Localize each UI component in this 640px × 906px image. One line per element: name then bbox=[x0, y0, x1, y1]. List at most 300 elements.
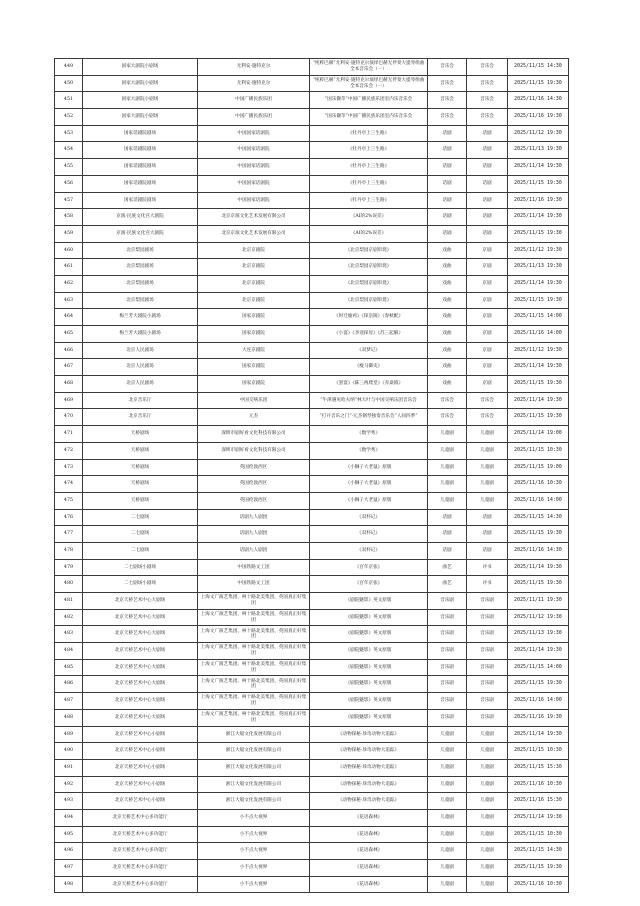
table-row bbox=[55, 709, 569, 726]
table-row bbox=[55, 242, 569, 259]
venue-cell: 北京天桥艺术中心大剧场 bbox=[83, 659, 198, 676]
category-cell: 音乐剧 bbox=[428, 593, 467, 610]
showtime-cell: 2025/11/15 14:30 bbox=[508, 843, 569, 860]
row-number-cell: 478 bbox=[55, 542, 83, 559]
category-cell: 儿童剧 bbox=[428, 826, 467, 843]
genre-cell: 儿童剧 bbox=[467, 492, 508, 509]
venue-cell: 北京梨园剧场 bbox=[83, 242, 198, 259]
program-title-cell: 《牡丹亭上三生路》 bbox=[310, 192, 428, 209]
venue-cell: 天桥剧场 bbox=[83, 476, 198, 493]
category-cell: 曲艺 bbox=[428, 576, 467, 593]
genre-cell: 话剧 bbox=[467, 125, 508, 142]
genre-cell: 京剧 bbox=[467, 275, 508, 292]
genre-cell: 话剧 bbox=[467, 192, 508, 209]
row-number-cell: 463 bbox=[55, 292, 83, 309]
table-row bbox=[55, 292, 569, 309]
row-number-cell: 464 bbox=[55, 309, 83, 326]
organizer-cell: 小不点大视界 bbox=[198, 860, 310, 877]
category-cell: 儿童剧 bbox=[428, 726, 467, 743]
table-row bbox=[55, 192, 569, 209]
category-cell: 戏曲 bbox=[428, 309, 467, 326]
row-number-cell: 472 bbox=[55, 442, 83, 459]
category-cell: 音乐剧 bbox=[428, 676, 467, 693]
table-row bbox=[55, 426, 569, 443]
table-row bbox=[55, 75, 569, 92]
showtime-cell: 2025/11/12 19:30 bbox=[508, 125, 569, 142]
row-number-cell: 462 bbox=[55, 275, 83, 292]
category-cell: 戏曲 bbox=[428, 242, 467, 259]
program-title-cell: 《小狮子大老鼠》原版 bbox=[310, 492, 428, 509]
table-row bbox=[55, 342, 569, 359]
genre-cell: 儿童剧 bbox=[467, 459, 508, 476]
table-row bbox=[55, 476, 569, 493]
table-row bbox=[55, 142, 569, 159]
genre-cell: 京剧 bbox=[467, 376, 508, 393]
program-title-cell: 《小狮子大老鼠》原版 bbox=[310, 459, 428, 476]
table-row bbox=[55, 826, 569, 843]
row-number-cell: 483 bbox=[55, 626, 83, 643]
venue-cell: 北京天桥艺术中心大剧场 bbox=[83, 626, 198, 643]
table-row bbox=[55, 459, 569, 476]
category-cell: 话剧 bbox=[428, 142, 467, 159]
organizer-cell: 中国国家话剧院 bbox=[198, 125, 310, 142]
genre-cell: 音乐会 bbox=[467, 392, 508, 409]
program-title-cell: 《百年京张》 bbox=[310, 559, 428, 576]
genre-cell: 儿童剧 bbox=[467, 726, 508, 743]
table-row bbox=[55, 593, 569, 610]
venue-cell: 北京天桥艺术中心小剧场 bbox=[83, 759, 198, 776]
venue-cell: 北京天桥艺术中心大剧场 bbox=[83, 693, 198, 710]
genre-cell: 音乐剧 bbox=[467, 593, 508, 610]
program-title-cell: 《双梦记》 bbox=[310, 342, 428, 359]
program-title-cell: 《时迁偷鸡》《探皇陵》《春秋配》 bbox=[310, 309, 428, 326]
venue-cell: 二七剧场 bbox=[83, 509, 198, 526]
row-number-cell: 498 bbox=[55, 876, 83, 893]
organizer-cell: 国家京剧院 bbox=[198, 376, 310, 393]
showtime-cell: 2025/11/12 19:30 bbox=[508, 342, 569, 359]
venue-cell: 北京梨园剧场 bbox=[83, 275, 198, 292]
category-cell: 话剧 bbox=[428, 175, 467, 192]
row-number-cell: 492 bbox=[55, 776, 83, 793]
table-row bbox=[55, 843, 569, 860]
genre-cell: 音乐剧 bbox=[467, 659, 508, 676]
genre-cell: 音乐剧 bbox=[467, 693, 508, 710]
row-number-cell: 496 bbox=[55, 843, 83, 860]
genre-cell: 音乐剧 bbox=[467, 709, 508, 726]
showtime-cell: 2025/11/13 19:30 bbox=[508, 259, 569, 276]
venue-cell: 北京天桥艺术中心多功能厅 bbox=[83, 860, 198, 877]
table-row bbox=[55, 759, 569, 776]
showtime-cell: 2025/11/16 14:30 bbox=[508, 92, 569, 109]
organizer-cell: 中国铁路文工团 bbox=[198, 559, 310, 576]
row-number-cell: 490 bbox=[55, 743, 83, 760]
program-title-cell: 《花语森林》 bbox=[310, 809, 428, 826]
table-row bbox=[55, 676, 569, 693]
genre-cell: 话剧 bbox=[467, 526, 508, 543]
venue-cell: 北京天桥艺术中心小剧场 bbox=[83, 743, 198, 760]
category-cell: 话剧 bbox=[428, 542, 467, 559]
category-cell: 话剧 bbox=[428, 159, 467, 176]
program-title-cell: 《双杯记》 bbox=[310, 542, 428, 559]
organizer-cell: 上海文广演艺集团、柯十路北美集团、英国真正好集团 bbox=[198, 643, 310, 660]
row-number-cell: 476 bbox=[55, 509, 83, 526]
genre-cell: 京剧 bbox=[467, 309, 508, 326]
venue-cell: 二七剧场小剧场 bbox=[83, 559, 198, 576]
genre-cell: 儿童剧 bbox=[467, 843, 508, 860]
row-number-cell: 468 bbox=[55, 376, 83, 393]
category-cell: 儿童剧 bbox=[428, 492, 467, 509]
category-cell: 戏曲 bbox=[428, 259, 467, 276]
genre-cell: 儿童剧 bbox=[467, 442, 508, 459]
program-title-cell: 《双杯记》 bbox=[310, 509, 428, 526]
program-title-cell: 《剧院魅影》英文原版 bbox=[310, 659, 428, 676]
organizer-cell: 浙江大船文化发展有限公司 bbox=[198, 743, 310, 760]
organizer-cell: 上海文广演艺集团、柯十路北美集团、英国真正好集团 bbox=[198, 609, 310, 626]
showtime-cell: 2025/11/15 19:00 bbox=[508, 459, 569, 476]
genre-cell: 音乐会 bbox=[467, 75, 508, 92]
showtime-cell: 2025/11/12 19:30 bbox=[508, 609, 569, 626]
venue-cell: 国家大剧院小剧场 bbox=[83, 109, 198, 126]
organizer-cell: 中国国家话剧院 bbox=[198, 142, 310, 159]
program-title-cell: 《剧院魅影》英文原版 bbox=[310, 626, 428, 643]
venue-cell: 二七剧场小剧场 bbox=[83, 576, 198, 593]
row-number-cell: 451 bbox=[55, 92, 83, 109]
organizer-cell: 大连京剧院 bbox=[198, 342, 310, 359]
program-title-cell: 《AI的2%误差》 bbox=[310, 225, 428, 242]
organizer-cell: 深圳市剧好看文化科技有限公司 bbox=[198, 426, 310, 443]
row-number-cell: 477 bbox=[55, 526, 83, 543]
table-row bbox=[55, 876, 569, 893]
showtime-cell: 2025/11/16 10:30 bbox=[508, 876, 569, 893]
showtime-cell: 2025/11/14 19:30 bbox=[508, 209, 569, 226]
program-title-cell: 《北京梨园京剧串烧》 bbox=[310, 242, 428, 259]
venue-cell: 北京天桥艺术中心多功能厅 bbox=[83, 826, 198, 843]
program-title-cell: 《动物探秘·珍奇动物大追踪》 bbox=[310, 776, 428, 793]
genre-cell: 京剧 bbox=[467, 342, 508, 359]
category-cell: 音乐会 bbox=[428, 92, 467, 109]
program-title-cell: 《百年京张》 bbox=[310, 576, 428, 593]
row-number-cell: 460 bbox=[55, 242, 83, 259]
category-cell: 音乐会 bbox=[428, 409, 467, 426]
showtime-cell: 2025/11/15 14:30 bbox=[508, 59, 569, 76]
showtime-cell: 2025/11/15 19:30 bbox=[508, 526, 569, 543]
showtime-cell: 2025/11/15 19:30 bbox=[508, 676, 569, 693]
showtime-cell: 2025/11/14 19:30 bbox=[508, 392, 569, 409]
program-title-cell: 《数学秀》 bbox=[310, 442, 428, 459]
organizer-cell: 上海文广演艺集团、柯十路北美集团、英国真正好集团 bbox=[198, 693, 310, 710]
program-title-cell: 《牡丹亭上三生路》 bbox=[310, 175, 428, 192]
table-row bbox=[55, 259, 569, 276]
program-title-cell: 《罢宴》《陈三两爬堂》《赤桑镇》 bbox=[310, 376, 428, 393]
program-title-cell: 《花语森林》 bbox=[310, 826, 428, 843]
table-row bbox=[55, 659, 569, 676]
genre-cell: 儿童剧 bbox=[467, 476, 508, 493]
venue-cell: 北京天桥艺术中心大剧场 bbox=[83, 593, 198, 610]
genre-cell: 京剧 bbox=[467, 359, 508, 376]
row-number-cell: 479 bbox=[55, 559, 83, 576]
showtime-cell: 2025/11/15 15:30 bbox=[508, 759, 569, 776]
row-number-cell: 457 bbox=[55, 192, 83, 209]
program-title-cell: 《剧院魅影》英文原版 bbox=[310, 693, 428, 710]
showtime-cell: 2025/11/15 14:00 bbox=[508, 309, 569, 326]
row-number-cell: 484 bbox=[55, 643, 83, 660]
showtime-cell: 2025/11/16 10:30 bbox=[508, 476, 569, 493]
venue-cell: 北京天桥艺术中心大剧场 bbox=[83, 609, 198, 626]
organizer-cell: 中国广播民族乐团 bbox=[198, 92, 310, 109]
table-row bbox=[55, 376, 569, 393]
row-number-cell: 486 bbox=[55, 676, 83, 693]
organizer-cell: 中国国家话剧院 bbox=[198, 192, 310, 209]
venue-cell: 北京天桥艺术中心多功能厅 bbox=[83, 809, 198, 826]
row-number-cell: 473 bbox=[55, 459, 83, 476]
organizer-cell: 元杰 bbox=[198, 409, 310, 426]
category-cell: 儿童剧 bbox=[428, 426, 467, 443]
showtime-cell: 2025/11/16 14:00 bbox=[508, 693, 569, 710]
category-cell: 儿童剧 bbox=[428, 876, 467, 893]
program-title-cell: 《剧院魅影》英文原版 bbox=[310, 709, 428, 726]
program-title-cell: 《动物探秘·珍奇动物大追踪》 bbox=[310, 743, 428, 760]
table-row bbox=[55, 576, 569, 593]
table-row bbox=[55, 693, 569, 710]
showtime-cell: 2025/11/16 19:30 bbox=[508, 709, 569, 726]
venue-cell: 北京天桥艺术中心大剧场 bbox=[83, 643, 198, 660]
showtime-cell: 2025/11/15 19:30 bbox=[508, 175, 569, 192]
row-number-cell: 482 bbox=[55, 609, 83, 626]
organizer-cell: 北京京剧院 bbox=[198, 275, 310, 292]
table-row bbox=[55, 442, 569, 459]
genre-cell: 音乐会 bbox=[467, 92, 508, 109]
venue-cell: 北京天桥艺术中心大剧场 bbox=[83, 676, 198, 693]
row-number-cell: 485 bbox=[55, 659, 83, 676]
showtime-cell: 2025/11/16 14:00 bbox=[508, 492, 569, 509]
organizer-cell: 小不点大视界 bbox=[198, 826, 310, 843]
category-cell: 儿童剧 bbox=[428, 776, 467, 793]
program-title-cell: 《动物探秘·珍奇动物大追踪》 bbox=[310, 759, 428, 776]
venue-cell: 北京天桥艺术中心小剧场 bbox=[83, 793, 198, 810]
venue-cell: 国家话剧院剧场 bbox=[83, 192, 198, 209]
venue-cell: 北京梨园剧场 bbox=[83, 292, 198, 309]
genre-cell: 音乐剧 bbox=[467, 676, 508, 693]
organizer-cell: 深圳市剧好看文化科技有限公司 bbox=[198, 442, 310, 459]
showtime-cell: 2025/11/14 19:00 bbox=[508, 426, 569, 443]
table-row bbox=[55, 225, 569, 242]
organizer-cell: 上海文广演艺集团、柯十路北美集团、英国真正好集团 bbox=[198, 659, 310, 676]
venue-cell: 国家大剧院小剧场 bbox=[83, 92, 198, 109]
row-number-cell: 456 bbox=[55, 175, 83, 192]
genre-cell: 京剧 bbox=[467, 326, 508, 343]
row-number-cell: 461 bbox=[55, 259, 83, 276]
table-row bbox=[55, 359, 569, 376]
showtime-cell: 2025/11/15 19:30 bbox=[508, 75, 569, 92]
showtime-cell: 2025/11/15 19:30 bbox=[508, 376, 569, 393]
table-row bbox=[55, 209, 569, 226]
table-body bbox=[55, 59, 569, 893]
venue-cell: 国家话剧院剧场 bbox=[83, 175, 198, 192]
category-cell: 儿童剧 bbox=[428, 860, 467, 877]
organizer-cell: 小不点大视界 bbox=[198, 843, 310, 860]
table-row bbox=[55, 743, 569, 760]
row-number-cell: 475 bbox=[55, 492, 83, 509]
category-cell: 音乐剧 bbox=[428, 659, 467, 676]
table-row bbox=[55, 809, 569, 826]
table-row bbox=[55, 526, 569, 543]
table-row bbox=[55, 326, 569, 343]
venue-cell: 北京人民剧场 bbox=[83, 359, 198, 376]
category-cell: 戏曲 bbox=[428, 376, 467, 393]
genre-cell: 评书 bbox=[467, 576, 508, 593]
showtime-cell: 2025/11/15 19:30 bbox=[508, 409, 569, 426]
table-row bbox=[55, 542, 569, 559]
category-cell: 儿童剧 bbox=[428, 476, 467, 493]
category-cell: 儿童剧 bbox=[428, 459, 467, 476]
row-number-cell: 449 bbox=[55, 59, 83, 76]
table-row bbox=[55, 109, 569, 126]
program-title-cell: 《剧院魅影》英文原版 bbox=[310, 609, 428, 626]
venue-cell: 国家话剧院剧场 bbox=[83, 125, 198, 142]
program-title-cell: 《牡丹亭上三生路》 bbox=[310, 159, 428, 176]
genre-cell: 京剧 bbox=[467, 242, 508, 259]
organizer-cell: 话剧九人剧团 bbox=[198, 509, 310, 526]
category-cell: 话剧 bbox=[428, 125, 467, 142]
venue-cell: 二七剧场 bbox=[83, 542, 198, 559]
organizer-cell: 尤利安·施特克尔 bbox=[198, 75, 310, 92]
genre-cell: 京剧 bbox=[467, 292, 508, 309]
organizer-cell: 中国国家话剧院 bbox=[198, 175, 310, 192]
genre-cell: 儿童剧 bbox=[467, 826, 508, 843]
genre-cell: 儿童剧 bbox=[467, 426, 508, 443]
venue-cell: 天桥剧场 bbox=[83, 459, 198, 476]
genre-cell: 音乐剧 bbox=[467, 626, 508, 643]
category-cell: 话剧 bbox=[428, 209, 467, 226]
venue-cell: 梅兰芳大剧院小剧场 bbox=[83, 326, 198, 343]
genre-cell: 话剧 bbox=[467, 209, 508, 226]
organizer-cell: 中国国家话剧院 bbox=[198, 159, 310, 176]
category-cell: 戏曲 bbox=[428, 292, 467, 309]
table-row bbox=[55, 309, 569, 326]
program-title-cell: 《动物探秘·珍奇动物大追踪》 bbox=[310, 793, 428, 810]
category-cell: 话剧 bbox=[428, 526, 467, 543]
category-cell: 戏曲 bbox=[428, 342, 467, 359]
row-number-cell: 453 bbox=[55, 125, 83, 142]
program-title-cell: 《北京梨园京剧串烧》 bbox=[310, 259, 428, 276]
venue-cell: 北京天桥艺术中心大剧场 bbox=[83, 709, 198, 726]
genre-cell: 话剧 bbox=[467, 175, 508, 192]
category-cell: 儿童剧 bbox=[428, 793, 467, 810]
organizer-cell: 浙江大船文化发展有限公司 bbox=[198, 776, 310, 793]
table-row bbox=[55, 609, 569, 626]
program-title-cell: “纯粹巴赫”尤利安·施特克尔演绎巴赫无伴奏大提琴组曲全本音乐会（一） bbox=[310, 75, 428, 92]
category-cell: 戏曲 bbox=[428, 275, 467, 292]
category-cell: 儿童剧 bbox=[428, 843, 467, 860]
showtime-cell: 2025/11/14 19:30 bbox=[508, 726, 569, 743]
organizer-cell: 北京京演文化艺术发展有限公司 bbox=[198, 225, 310, 242]
row-number-cell: 487 bbox=[55, 693, 83, 710]
genre-cell: 音乐会 bbox=[467, 109, 508, 126]
genre-cell: 儿童剧 bbox=[467, 776, 508, 793]
program-title-cell: “国乐撷萃”中国广播民族乐团室内乐音乐会 bbox=[310, 92, 428, 109]
program-title-cell: 《剧院魅影》英文原版 bbox=[310, 593, 428, 610]
showtime-cell: 2025/11/15 19:30 bbox=[508, 860, 569, 877]
organizer-cell: 上海文广演艺集团、柯十路北美集团、英国真正好集团 bbox=[198, 676, 310, 693]
venue-cell: 北京天桥艺术中心多功能厅 bbox=[83, 876, 198, 893]
row-number-cell: 469 bbox=[55, 392, 83, 409]
showtime-cell: 2025/11/15 14:30 bbox=[508, 509, 569, 526]
showtime-cell: 2025/11/16 15:30 bbox=[508, 793, 569, 810]
venue-cell: 天桥剧场 bbox=[83, 492, 198, 509]
category-cell: 话剧 bbox=[428, 225, 467, 242]
category-cell: 音乐会 bbox=[428, 75, 467, 92]
organizer-cell: 话剧九人剧团 bbox=[198, 526, 310, 543]
venue-cell: 京演·民族文化宫大剧院 bbox=[83, 225, 198, 242]
organizer-cell: 上海文广演艺集团、柯十路北美集团、英国真正好集团 bbox=[198, 593, 310, 610]
genre-cell: 儿童剧 bbox=[467, 743, 508, 760]
row-number-cell: 494 bbox=[55, 809, 83, 826]
organizer-cell: 英国伦敦西区 bbox=[198, 492, 310, 509]
venue-cell: 梅兰芳大剧院小剧场 bbox=[83, 309, 198, 326]
organizer-cell: 国家京剧院 bbox=[198, 326, 310, 343]
organizer-cell: 北京京剧院 bbox=[198, 259, 310, 276]
organizer-cell: 国家京剧院 bbox=[198, 309, 310, 326]
program-title-cell: 《瘦马御史》 bbox=[310, 359, 428, 376]
table-row bbox=[55, 793, 569, 810]
venue-cell: 北京人民剧场 bbox=[83, 376, 198, 393]
table-row bbox=[55, 275, 569, 292]
organizer-cell: 中国铁路文工团 bbox=[198, 576, 310, 593]
showtime-cell: 2025/11/15 19:30 bbox=[508, 576, 569, 593]
organizer-cell: 浙江大船文化发展有限公司 bbox=[198, 726, 310, 743]
organizer-cell: 英国伦敦西区 bbox=[198, 476, 310, 493]
table-row bbox=[55, 643, 569, 660]
table-row bbox=[55, 159, 569, 176]
showtime-cell: 2025/11/15 10:30 bbox=[508, 743, 569, 760]
organizer-cell: 北京京演文化艺术发展有限公司 bbox=[198, 209, 310, 226]
table-row bbox=[55, 409, 569, 426]
program-title-cell: 《牡丹亭上三生路》 bbox=[310, 125, 428, 142]
showtime-cell: 2025/11/13 19:30 bbox=[508, 626, 569, 643]
program-title-cell: 《数学秀》 bbox=[310, 426, 428, 443]
row-number-cell: 471 bbox=[55, 426, 83, 443]
organizer-cell: 尤利安·施特克尔 bbox=[198, 59, 310, 76]
category-cell: 音乐剧 bbox=[428, 609, 467, 626]
table-row bbox=[55, 59, 569, 76]
showtime-cell: 2025/11/13 19:30 bbox=[508, 142, 569, 159]
showtime-cell: 2025/11/16 19:30 bbox=[508, 109, 569, 126]
venue-cell: 北京音乐厅 bbox=[83, 409, 198, 426]
program-title-cell: “国乐撷萃”中国广播民族乐团室内乐音乐会 bbox=[310, 109, 428, 126]
category-cell: 戏曲 bbox=[428, 326, 467, 343]
category-cell: 音乐会 bbox=[428, 392, 467, 409]
category-cell: 儿童剧 bbox=[428, 442, 467, 459]
organizer-cell: 小不点大视界 bbox=[198, 809, 310, 826]
category-cell: 话剧 bbox=[428, 192, 467, 209]
table-row bbox=[55, 860, 569, 877]
row-number-cell: 454 bbox=[55, 142, 83, 159]
category-cell: 音乐剧 bbox=[428, 709, 467, 726]
organizer-cell: 北京京剧院 bbox=[198, 292, 310, 309]
showtime-cell: 2025/11/11 19:30 bbox=[508, 593, 569, 610]
row-number-cell: 450 bbox=[55, 75, 83, 92]
program-title-cell: 《剧院魅影》英文原版 bbox=[310, 676, 428, 693]
genre-cell: 儿童剧 bbox=[467, 759, 508, 776]
program-title-cell: “牛津遇见哈夫纳”林大叶与中国交响乐团音乐会 bbox=[310, 392, 428, 409]
venue-cell: 国家话剧院剧场 bbox=[83, 159, 198, 176]
program-title-cell: 《花语森林》 bbox=[310, 843, 428, 860]
row-number-cell: 495 bbox=[55, 826, 83, 843]
showtime-cell: 2025/11/12 19:30 bbox=[508, 242, 569, 259]
program-title-cell: 《AI的2%误差》 bbox=[310, 209, 428, 226]
organizer-cell: 中国广播民族乐团 bbox=[198, 109, 310, 126]
genre-cell: 话剧 bbox=[467, 142, 508, 159]
